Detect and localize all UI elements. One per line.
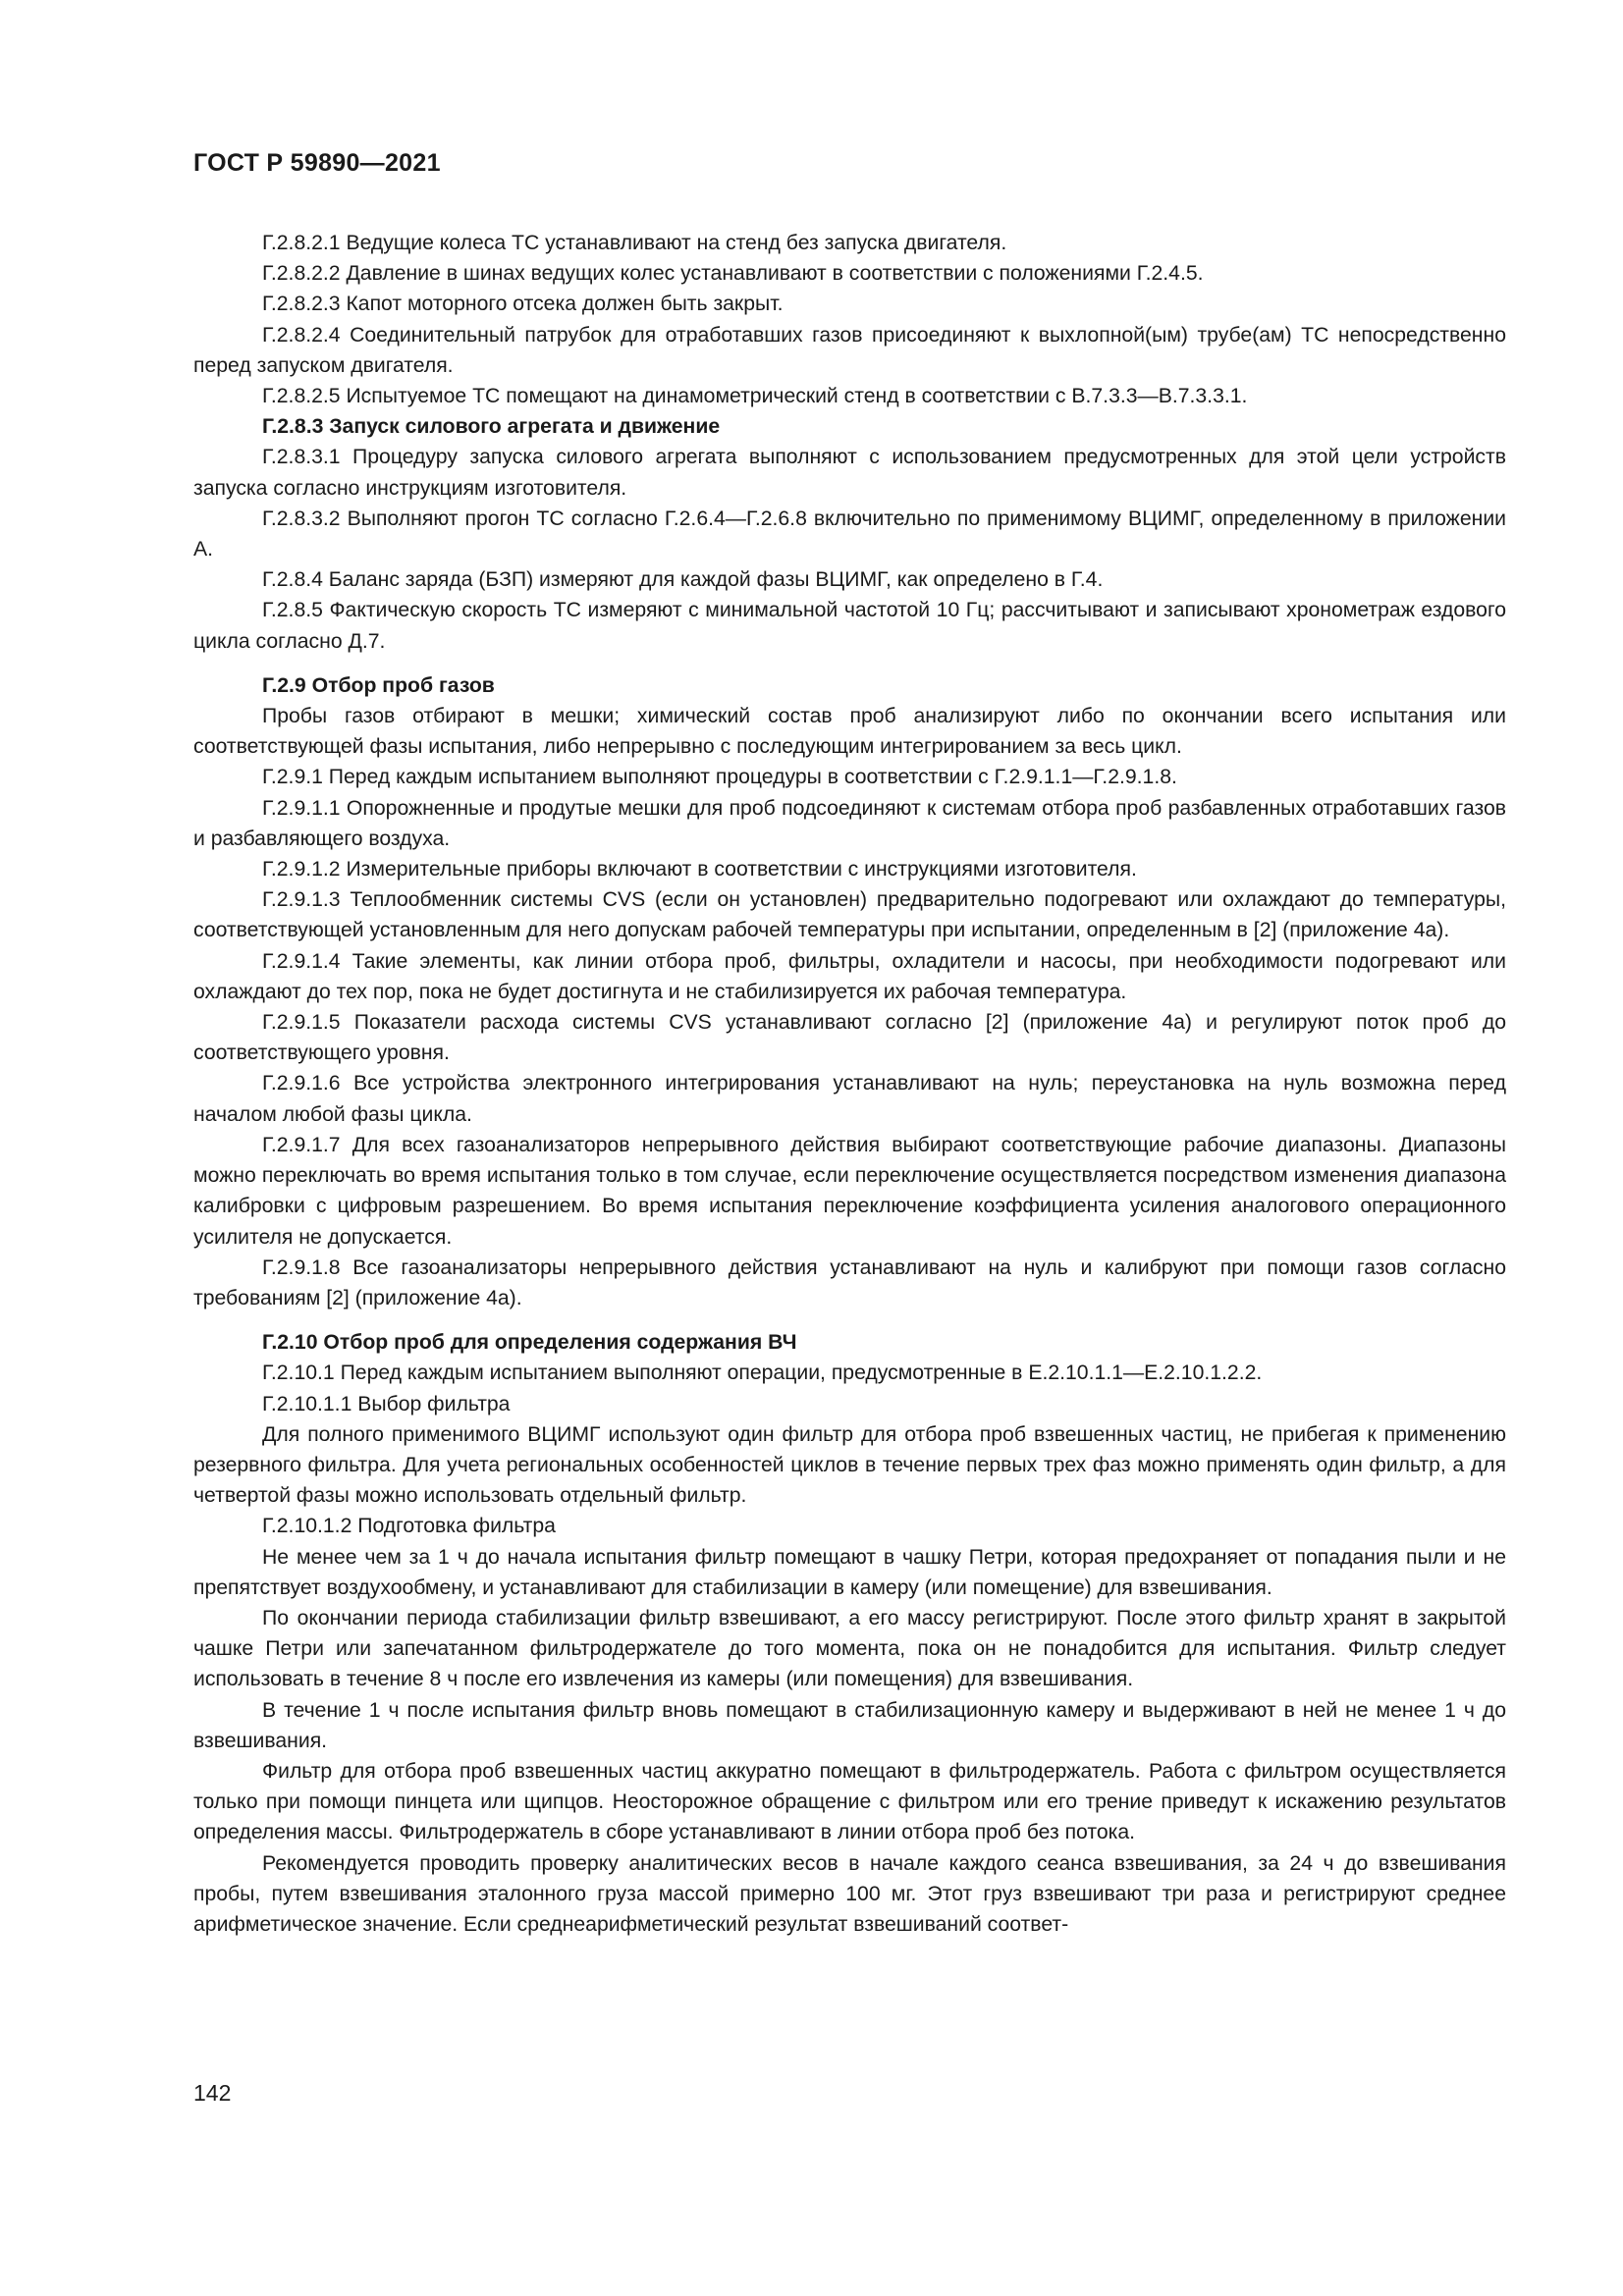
paragraph: Г.2.8.5 Фактическую скорость ТС измеряют с минимальной частотой 10 Гц; рассчитывают и записывают хронометраж ездового цикла согласно Д.7. xyxy=(193,599,1506,653)
paragraph: Г.2.9.1.5 Показатели расхода системы CVS устанавливают согласно [2] (приложение 4а) и регулируют поток проб до соответствующего уровня. xyxy=(193,1011,1506,1065)
page-number: 142 xyxy=(193,2080,232,2106)
paragraph: Г.2.9.1.7 Для всех газоанализаторов непрерывного действия выбирают соответствующие рабочие диапазоны. Диапазоны можно переключать во время испытания только в том случае, если переключение осуществляется посредством изменения диапазона калибровки с цифровым разрешением. Во время испытания переключение коэффициента усиления аналогового операционного усилителя не допускается. xyxy=(193,1133,1506,1249)
paragraph: Г.2.9.1.3 Теплообменник системы CVS (если он установлен) предварительно подогревают или охлаждают до температуры, соответствующей установленным для него допускам рабочей температуры при испытании, определенным в [2] (приложение 4а). xyxy=(193,888,1506,942)
paragraph: Пробы газов отбирают в мешки; химический состав проб анализируют либо по окончании всего испытания или соответствующей фазы испытания, либо непрерывно с последующим интегрированием за весь цикл. xyxy=(193,705,1506,759)
paragraph: Г.2.10.1 Перед каждым испытанием выполняют операции, предусмотренные в Е.2.10.1.1—Е.2.10.1.2.2. xyxy=(262,1362,1263,1385)
paragraph: В течение 1 ч после испытания фильтр вновь помещают в стабилизационную камеру и выдерживают в ней не менее 1 ч до взвешивания. xyxy=(193,1698,1506,1752)
paragraph: Г.2.9.1.2 Измерительные приборы включают в соответствии с инструкциями изготовителя. xyxy=(262,858,1137,881)
paragraph: Г.2.10.1.1 Выбор фильтра xyxy=(262,1392,511,1415)
paragraph: Г.2.8.2.1 Ведущие колеса ТС устанавливают на стенд без запуска двигателя. xyxy=(262,232,1007,254)
paragraph: Г.2.8.2.2 Давление в шинах ведущих колес устанавливают в соответствии с положениями Г.2.4.5. xyxy=(262,262,1204,286)
document-body xyxy=(193,228,1506,1940)
paragraph: Г.2.9.1.8 Все газоанализаторы непрерывного действия устанавливают на нуль и калибруют при помощи газов согласно требованиям [2] (приложение 4а). xyxy=(193,1255,1506,1309)
paragraph: Г.2.9.1.4 Такие элементы, как линии отбора проб, фильтры, охладители и насосы, при необходимости подогревают или охлаждают до тех пор, пока не будет достигнута и не стабилизируется их рабочая температура. xyxy=(193,949,1506,1003)
paragraph: Г.2.8.4 Баланс заряда (БЗП) измеряют для каждой фазы ВЦИМГ, как определено в Г.4. xyxy=(262,568,1104,592)
paragraph: Фильтр для отбора проб взвешенных частиц аккуратно помещают в фильтродержатель. Работа с фильтром осуществляется только при помощи пинцета или щипцов. Неосторожное обращение с фильтром или его трение приведут к искажению результатов определения массы. Фильтродержатель в сборе устанавливают в линии отбора проб без потока. xyxy=(193,1759,1506,1844)
paragraph: Г.2.10.1.2 Подготовка фильтра xyxy=(262,1515,556,1538)
paragraph: По окончании периода стабилизации фильтр взвешивают, а его массу регистрируют. После этого фильтр хранят в закрытой чашке Петри или запечатанном фильтродержателе до того момента, пока он не понадобится для испытания. Фильтр следует использовать в течение 8 ч после его извлечения из камеры (или помещения) для взвешивания. xyxy=(193,1606,1506,1691)
document-code-header: ГОСТ Р 59890—2021 xyxy=(193,149,441,177)
paragraph: Г.2.9.1.1 Опорожненные и продутые мешки для проб подсоединяют к системам отбора проб разбавленных отработавших газов и разбавляющего воздуха. xyxy=(193,796,1506,850)
paragraph: Для полного применимого ВЦИМГ используют один фильтр для отбора проб взвешенных частиц, не прибегая к применению резервного фильтра. Для учета региональных особенностей циклов в течение первых трех фаз можно применять один фильтр, а для четвертой фазы можно использовать отдельный фильтр. xyxy=(193,1422,1506,1508)
paragraph: Г.2.8.3.1 Процедуру запуска силового агрегата выполняют с использованием предусмотренных для этой цели устройств запуска согласно инструкциям изготовителя. xyxy=(193,446,1506,500)
paragraph: Г.2.9.1 Перед каждым испытанием выполняют процедуры в соответствии с Г.2.9.1.1—Г.2.9.1.8. xyxy=(262,766,1177,789)
paragraph: Г.2.8.2.4 Соединительный патрубок для отработавших газов присоединяют к выхлопной(ым) трубе(ам) ТС непосредственно перед запуском двигателя. xyxy=(193,323,1506,377)
section-heading: Г.2.10 Отбор проб для определения содержания ВЧ xyxy=(262,1331,797,1355)
paragraph: Г.2.8.2.3 Капот моторного отсека должен быть закрыт. xyxy=(262,293,784,316)
paragraph: Г.2.8.2.5 Испытуемое ТС помещают на динамометрический стенд в соответствии с В.7.3.3—В.7.3.3.1. xyxy=(262,385,1248,408)
paragraph: Рекомендуется проводить проверку аналитических весов в начале каждого сеанса взвешивания, за 24 ч до взвешивания пробы, путем взвешивания эталонного груза массой примерно 100 мг. Этот груз взвешивают три раза и регистрируют среднее арифметическое значение. Если среднеарифметический результат взвешиваний соответ- xyxy=(193,1851,1506,1936)
paragraph: Г.2.8.3.2 Выполняют прогон ТС согласно Г.2.6.4—Г.2.6.8 включительно по применимому ВЦИМГ, определенному в приложении А. xyxy=(193,507,1506,561)
section-heading: Г.2.8.3 Запуск силового агрегата и движение xyxy=(262,415,721,439)
section-heading: Г.2.9 Отбор проб газов xyxy=(262,673,495,697)
paragraph: Г.2.9.1.6 Все устройства электронного интегрирования устанавливают на нуль; переустановка на нуль возможна перед началом любой фазы цикла. xyxy=(193,1072,1506,1126)
paragraph: Не менее чем за 1 ч до начала испытания фильтр помещают в чашку Петри, которая предохраняет от попадания пыли и не препятствует воздухообмену, и устанавливают для стабилизации в камеру (или помещение) для взвешивания. xyxy=(193,1545,1506,1599)
